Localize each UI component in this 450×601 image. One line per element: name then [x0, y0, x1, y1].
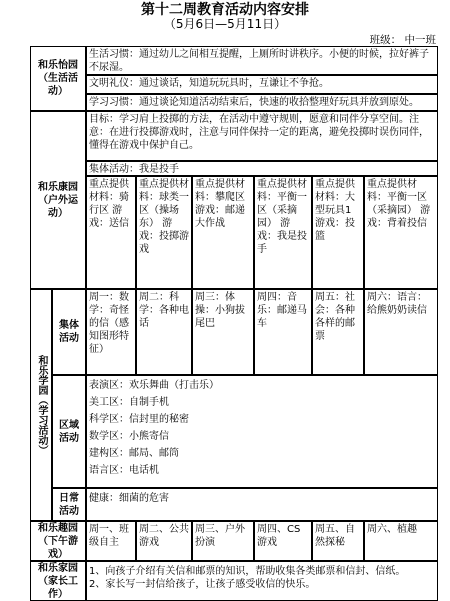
class-label: 班级： — [369, 34, 402, 46]
collective-label: 集体活动 — [52, 289, 86, 375]
learning-day-4: 周四：音乐：邮递马车 — [254, 289, 312, 375]
outdoor-group: 集体活动：我是投手 — [86, 161, 438, 176]
afternoon-label-line2: （下午游戏） — [38, 535, 78, 560]
life-label-line2: （生活活动） — [38, 73, 78, 97]
area-item: 语言区：电话机 — [89, 465, 159, 476]
daily-label: 日常活动 — [52, 488, 86, 521]
outdoor-label-line2: （户外运动） — [38, 194, 78, 219]
family-item: 1、向孩子介绍有关信和邮票的知识，帮助收集各类邮票和信封、信纸。 — [89, 566, 406, 577]
area-list — [86, 375, 438, 488]
outdoor-col-5: 重点提供材料：大型玩具1 游戏：投篮 — [312, 176, 364, 289]
afternoon-day-1: 周一、班级自主 — [86, 521, 136, 561]
outdoor-col-3: 重点提供材料：攀爬区 游戏：邮递大作战 — [192, 176, 254, 289]
learning-day-5: 周五：社会：各种各样的邮票 — [312, 289, 364, 375]
family-item: 2、家长写一封信给孩子，让孩子感受收信的快乐。 — [89, 579, 316, 590]
life-item-study: 学习习惯：通过谈论知道活动结束后，快速的收拾整理好玩具并放到原处。 — [86, 94, 438, 111]
life-label — [30, 46, 86, 111]
outdoor-goal: 目标：学习肩上投掷的方法，在活动中遵守规则，愿意和同伴分享空间。注意：在进行投掷游戏时，注意与同伴保持一定的距离，避免投掷时误伤同伴，懂得在游戏中保护自己。 — [86, 111, 438, 161]
learning-day-6: 周六：语言：给熊奶奶读信 — [364, 289, 438, 375]
outdoor-label — [30, 111, 86, 289]
afternoon-day-2: 周二、公共游戏 — [136, 521, 192, 561]
area-item: 数学区：小熊寄信 — [89, 431, 169, 442]
life-item-manners: 文明礼仪：通过谈话，知道玩玩具时，互谦让不争抢。 — [86, 75, 438, 94]
outdoor-col-2: 重点提供材料：球类一区（操场东） 游戏：投掷游戏 — [136, 176, 192, 289]
date-range: （5月6日—5月11日） — [163, 17, 287, 31]
area-item: 科学区：信封里的秘密 — [89, 414, 189, 425]
area-item: 美工区：自制手机 — [89, 397, 169, 408]
page-title: 第十二周教育活动内容安排 — [141, 2, 309, 18]
family-content — [86, 561, 438, 601]
outdoor-col-4: 重点提供材料：平衡一区（采摘园） 游戏：我是投手 — [254, 176, 312, 289]
class-value: 中一班 — [404, 34, 436, 46]
life-label-line1: 和乐怡园 — [38, 60, 78, 71]
afternoon-day-6: 周六、植趣 — [364, 521, 438, 561]
outdoor-col-1: 重点提供材料：骑行区 游戏：送信 — [86, 176, 136, 289]
learning-day-1: 周一：数学：奇怪的信（感知图形特征） — [86, 289, 136, 375]
area-item: 建构区：邮局、邮筒 — [89, 448, 179, 459]
afternoon-day-5: 周五、自然探秘 — [312, 521, 364, 561]
learning-label: 和乐学园（学习活动） — [30, 289, 52, 521]
family-label — [30, 561, 86, 601]
afternoon-label-line1: 和乐趣园 — [38, 522, 78, 534]
afternoon-day-3: 周三、户外扮演 — [192, 521, 254, 561]
area-label: 区域活动 — [52, 375, 86, 488]
learning-day-3: 周三：体操：小狗拔尾巴 — [192, 289, 254, 375]
area-item: 表演区：欢乐舞曲（打击乐） — [89, 380, 219, 391]
outdoor-col-6: 重点提供材料：平衡一区（采摘园） 游戏：背着投信 — [364, 176, 438, 289]
afternoon-day-4: 周四、CS游戏 — [254, 521, 312, 561]
afternoon-label — [30, 521, 86, 561]
outdoor-label-line1: 和乐康园 — [38, 181, 78, 193]
learning-day-2: 周二：科学：各种电话 — [136, 289, 192, 375]
life-item-habit: 生活习惯：通过幼儿之间相互提醒，上厕所时讲秩序。小便的时候，拉好裤子不尿湿。 — [86, 46, 438, 75]
family-label-line1: 和乐家园 — [38, 562, 78, 574]
family-label-line2: （家长工作） — [38, 575, 78, 600]
daily-content: 健康：细菌的危害 — [86, 488, 438, 521]
